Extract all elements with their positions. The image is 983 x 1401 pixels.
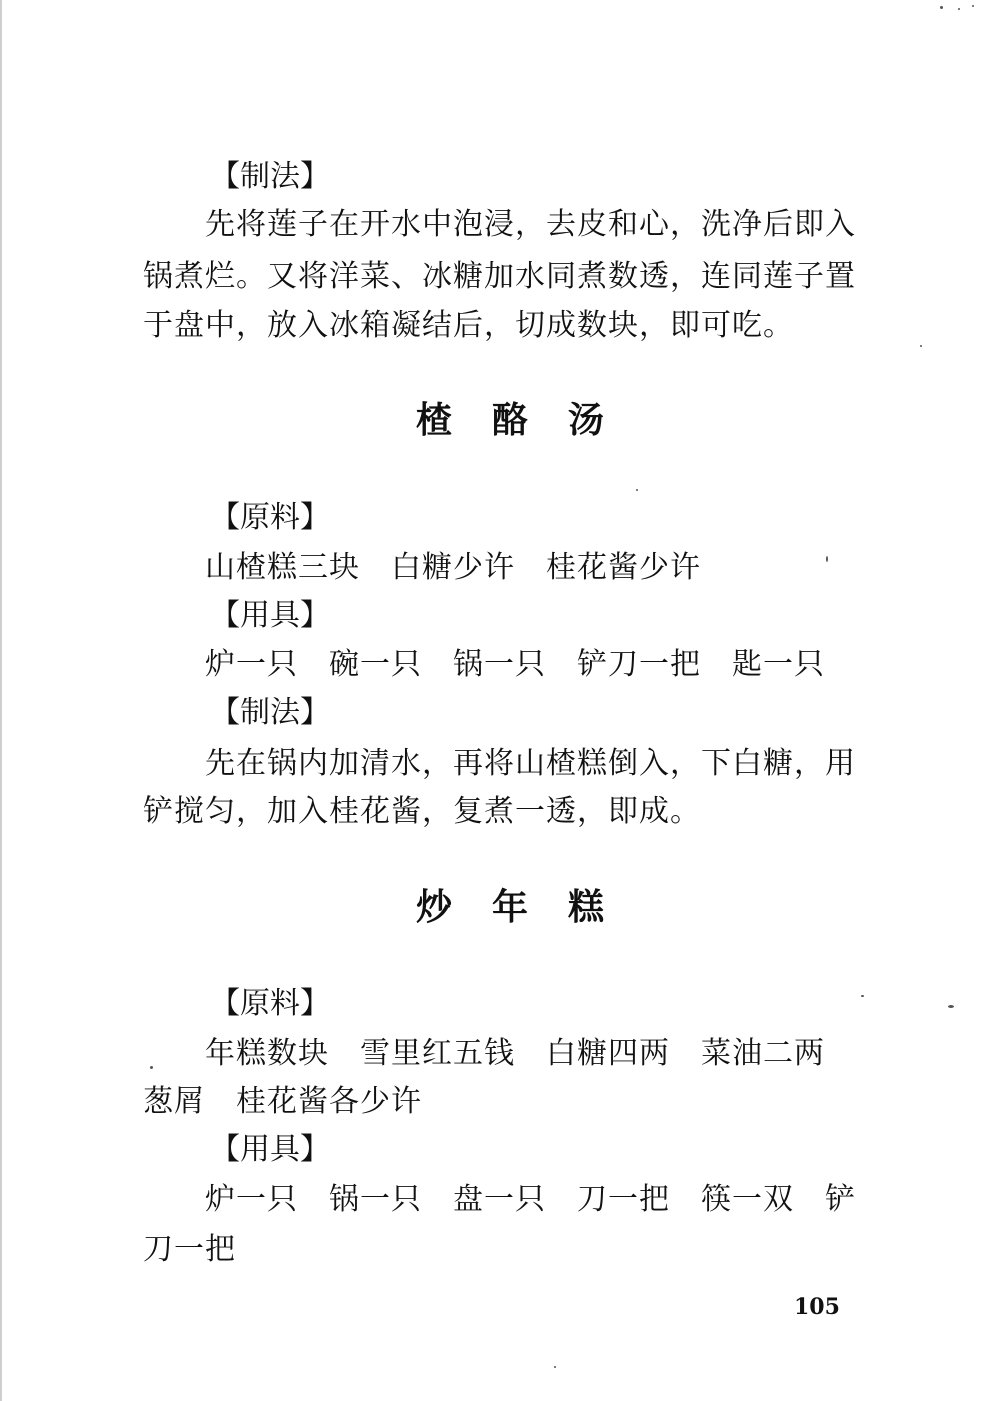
scan-speck (920, 345, 922, 347)
tools-label-3: 【用具】 (210, 1132, 330, 1167)
method-line-1-1: 先将莲子在开水中泡浸，去皮和心，洗净后即入 (205, 207, 856, 242)
method-line-2-1: 先在锅内加清水，再将山楂糕倒入，下白糖，用 (205, 746, 856, 781)
scan-speck (940, 6, 943, 9)
method-line-1-3: 于盘中，放入冰箱凝结后，切成数块，即可吃。 (143, 308, 794, 343)
method-label-1: 【制法】 (210, 159, 330, 194)
recipe-title-zhalao-tang: 楂酪汤 (416, 400, 645, 441)
page-number: 105 (794, 1294, 840, 1320)
tools-label-2: 【用具】 (210, 598, 330, 633)
ingredients-label-3: 【原料】 (210, 986, 330, 1021)
tools-line-2-1: 炉一只 碗一只 锅一只 铲刀一把 匙一只 (205, 647, 825, 682)
scan-speck (636, 489, 638, 491)
scan-speck (861, 995, 864, 997)
method-line-1-2: 锅煮烂。又将洋菜、冰糖加水同煮数透，连同莲子置 (143, 259, 856, 294)
method-label-2: 【制法】 (210, 695, 330, 730)
ingredients-line-3-1: 年糕数块 雪里红五钱 白糖四两 菜油二两 (205, 1036, 825, 1071)
scan-speck (554, 1366, 556, 1368)
tools-line-3-1: 炉一只 锅一只 盘一只 刀一把 筷一双 铲 (205, 1182, 856, 1217)
scan-speck (958, 8, 960, 10)
page-edge-shadow (0, 0, 2, 1401)
ingredients-line-2-1: 山楂糕三块 白糖少许 桂花酱少许 (205, 550, 701, 585)
scan-speck (972, 5, 974, 7)
scan-speck (150, 1066, 153, 1069)
recipe-title-chao-niangao: 炒年糕 (416, 887, 645, 928)
scan-speck (826, 556, 828, 562)
ingredients-line-3-2: 葱屑 桂花酱各少许 (143, 1084, 422, 1119)
tools-line-3-2: 刀一把 (143, 1232, 236, 1267)
scan-speck (948, 1005, 954, 1008)
method-line-2-2: 铲搅匀，加入桂花酱，复煮一透，即成。 (143, 794, 701, 829)
ingredients-label-2: 【原料】 (210, 500, 330, 535)
